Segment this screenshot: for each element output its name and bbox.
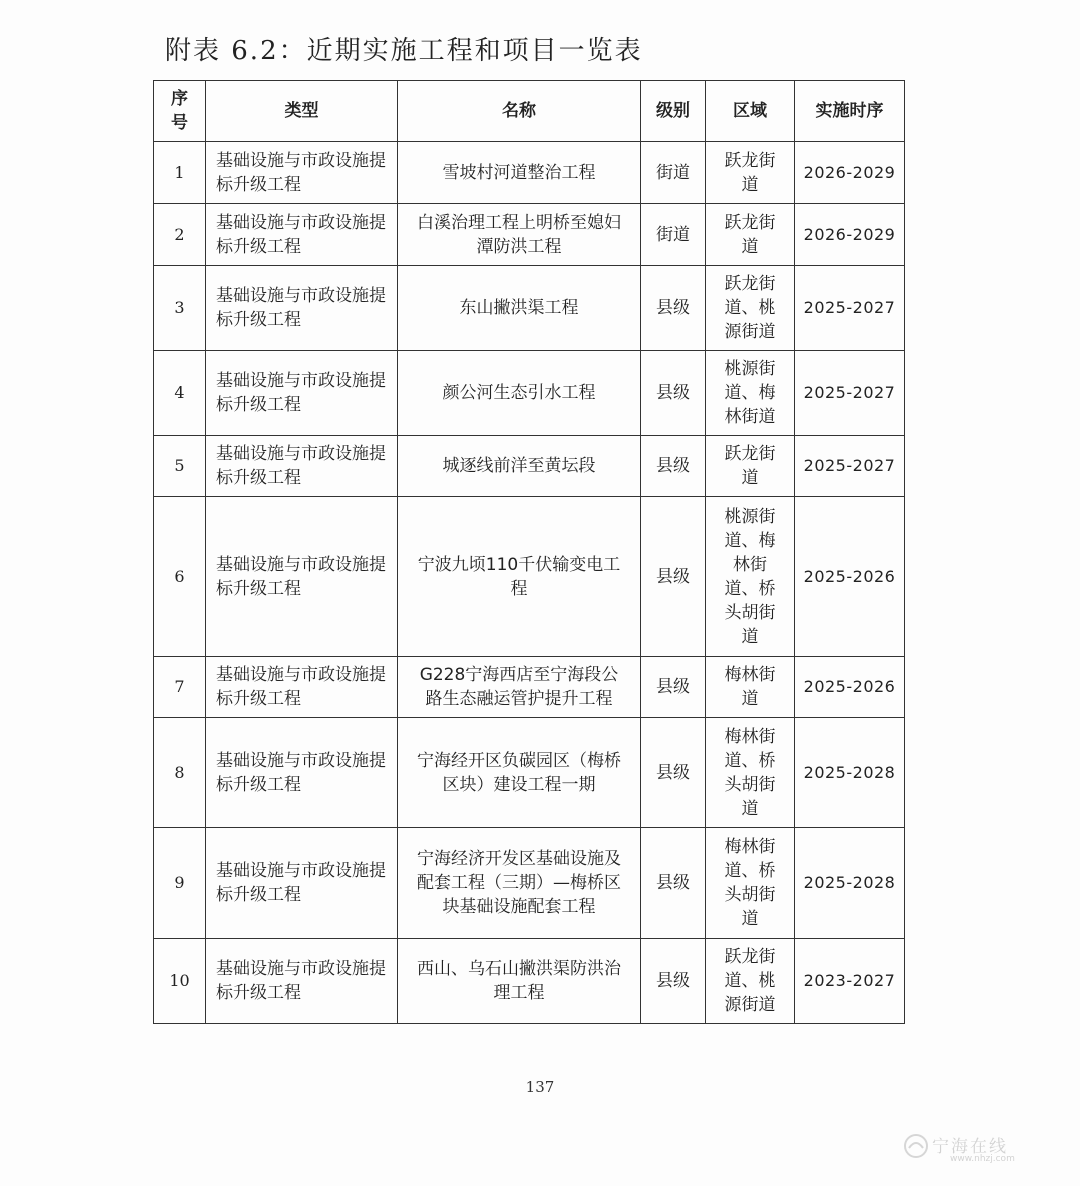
cell-area: 跃龙街道、桃源街道 [706, 266, 795, 351]
cell-seq: 6 [154, 497, 206, 657]
table-header-row [154, 81, 905, 142]
cell-type: 基础设施与市政设施提标升级工程 [206, 497, 398, 657]
cell-period: 2025-2027 [795, 351, 905, 436]
cell-seq: 3 [154, 266, 206, 351]
cell-name: 宁海经开区负碳园区（梅桥区块）建设工程一期 [398, 718, 641, 828]
cell-level: 县级 [641, 436, 706, 497]
header-level: 级别 [641, 81, 706, 142]
cell-name: 东山撇洪渠工程 [398, 266, 641, 351]
project-table [153, 80, 905, 1024]
cell-type: 基础设施与市政设施提标升级工程 [206, 718, 398, 828]
cell-period: 2026-2029 [795, 204, 905, 266]
cell-type: 基础设施与市政设施提标升级工程 [206, 939, 398, 1024]
cell-area: 跃龙街道 [706, 142, 795, 204]
table-row [154, 351, 905, 436]
cell-period: 2025-2028 [795, 828, 905, 939]
cell-name: 西山、乌石山撇洪渠防洪治理工程 [398, 939, 641, 1024]
table-row [154, 436, 905, 497]
cell-period: 2025-2027 [795, 436, 905, 497]
cell-area: 跃龙街道 [706, 204, 795, 266]
cell-seq: 5 [154, 436, 206, 497]
header-seq: 序号 [154, 81, 206, 142]
table-row [154, 142, 905, 204]
cell-level: 县级 [641, 939, 706, 1024]
cell-type: 基础设施与市政设施提标升级工程 [206, 436, 398, 497]
cell-area: 跃龙街道 [706, 436, 795, 497]
cell-level: 县级 [641, 828, 706, 939]
table-row [154, 204, 905, 266]
cell-name: 城逐线前洋至黄坛段 [398, 436, 641, 497]
site-watermark [902, 1130, 1062, 1170]
page-number: 137 [525, 1078, 555, 1096]
cell-seq: 1 [154, 142, 206, 204]
watermark-logo-icon [902, 1132, 930, 1160]
cell-period: 2025-2027 [795, 266, 905, 351]
cell-type: 基础设施与市政设施提标升级工程 [206, 657, 398, 718]
table-row [154, 497, 905, 657]
cell-area: 梅林街道 [706, 657, 795, 718]
header-type: 类型 [206, 81, 398, 142]
cell-name: 宁海经济开发区基础设施及配套工程（三期）—梅桥区块基础设施配套工程 [398, 828, 641, 939]
table-row [154, 939, 905, 1024]
cell-type: 基础设施与市政设施提标升级工程 [206, 266, 398, 351]
cell-level: 县级 [641, 266, 706, 351]
cell-seq: 4 [154, 351, 206, 436]
cell-area: 桃源街道、梅林街道 [706, 351, 795, 436]
cell-level: 街道 [641, 142, 706, 204]
cell-area: 跃龙街道、桃源街道 [706, 939, 795, 1024]
table-row [154, 828, 905, 939]
watermark-text: 宁海在线 [932, 1137, 1008, 1157]
cell-period: 2025-2026 [795, 497, 905, 657]
header-area: 区域 [706, 81, 795, 142]
table-row [154, 718, 905, 828]
cell-seq: 7 [154, 657, 206, 718]
cell-name: 颜公河生态引水工程 [398, 351, 641, 436]
cell-area: 梅林街道、桥头胡街道 [706, 828, 795, 939]
header-name: 名称 [398, 81, 641, 142]
cell-area: 梅林街道、桥头胡街道 [706, 718, 795, 828]
cell-period: 2025-2026 [795, 657, 905, 718]
cell-seq: 2 [154, 204, 206, 266]
cell-type: 基础设施与市政设施提标升级工程 [206, 142, 398, 204]
header-period: 实施时序 [795, 81, 905, 142]
cell-name: 宁波九顷110千伏输变电工程 [398, 497, 641, 657]
cell-level: 街道 [641, 204, 706, 266]
cell-level: 县级 [641, 718, 706, 828]
table-row [154, 657, 905, 718]
cell-type: 基础设施与市政设施提标升级工程 [206, 351, 398, 436]
cell-period: 2025-2028 [795, 718, 905, 828]
cell-seq: 8 [154, 718, 206, 828]
table-row [154, 266, 905, 351]
cell-area: 桃源街道、梅林街道、桥头胡街道 [706, 497, 795, 657]
watermark-url: www.nhzj.com [950, 1154, 1015, 1164]
cell-level: 县级 [641, 657, 706, 718]
cell-type: 基础设施与市政设施提标升级工程 [206, 828, 398, 939]
cell-level: 县级 [641, 351, 706, 436]
cell-name: 雪坡村河道整治工程 [398, 142, 641, 204]
cell-period: 2026-2029 [795, 142, 905, 204]
cell-seq: 9 [154, 828, 206, 939]
page-title: 附表 6.2：近期实施工程和项目一览表 [165, 36, 643, 66]
cell-seq: 10 [154, 939, 206, 1024]
cell-name: G228宁海西店至宁海段公路生态融运管护提升工程 [398, 657, 641, 718]
cell-name: 白溪治理工程上明桥至媳妇潭防洪工程 [398, 204, 641, 266]
cell-type: 基础设施与市政设施提标升级工程 [206, 204, 398, 266]
cell-period: 2023-2027 [795, 939, 905, 1024]
cell-level: 县级 [641, 497, 706, 657]
